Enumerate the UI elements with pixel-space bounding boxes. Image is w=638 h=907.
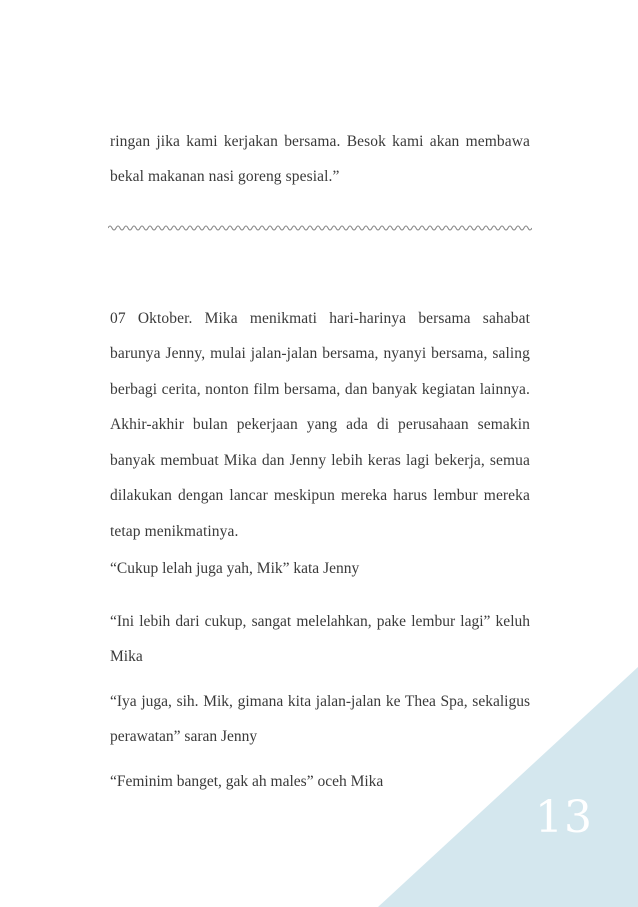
dialogue-line: “Cukup lelah juga yah, Mik” kata Jenny xyxy=(110,559,360,577)
paragraph-continued: ringan jika kami kerjakan bersama. Besok kami akan membawa bekal makanan nasi goreng spesial.” xyxy=(110,132,530,186)
page-number: 13 xyxy=(535,792,593,843)
dialogue-line: “Feminim banget, gak ah males” oceh Mika xyxy=(110,772,384,790)
dialogue-line: “Iya juga, sih. Mik, gimana kita jalan-jalan ke Thea Spa, sekaligus perawatan” saran Jenny xyxy=(110,692,530,746)
dialogue-line: “Ini lebih dari cukup, sangat melelahkan, pake lembur lagi” keluh Mika xyxy=(110,612,530,666)
wavy-divider xyxy=(108,222,532,234)
paragraph-diary-entry: 07 Oktober. Mika menikmati hari-harinya bersama sahabat barunya Jenny, mulai jalan-jalan bersama, nyanyi bersama, saling berbagi cerita, nonton film bersama, dan banyak kegiatan lainnya. Akhir-akhir bulan pekerjaan yang ada di perusahaan semakin banyak membuat Mika dan Jenny lebih keras lagi bekerja, semua dilakukan dengan lancar meskipun mereka harus lembur mereka tetap menikmatinya. xyxy=(110,309,530,541)
corner-triangle-decoration xyxy=(378,667,638,907)
